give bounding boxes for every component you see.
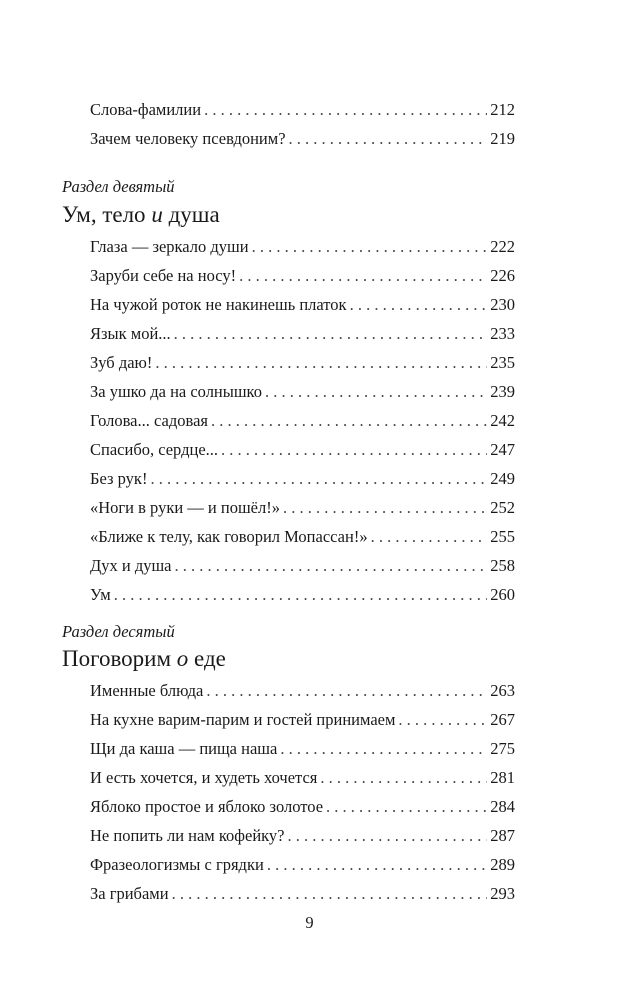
toc-entry[interactable] bbox=[90, 294, 515, 316]
toc-leader-dots bbox=[221, 439, 487, 461]
toc-entry-title: Щи да каша — пища наша bbox=[90, 739, 278, 758]
toc-leader-dots bbox=[252, 236, 488, 258]
toc-leader-dots bbox=[211, 410, 487, 432]
toc-leader-dots bbox=[174, 323, 488, 345]
toc-entry-page: 275 bbox=[490, 739, 515, 758]
toc-entry-page: 222 bbox=[490, 237, 515, 256]
section-title-part: душа bbox=[162, 202, 220, 227]
toc-leader-dots bbox=[280, 738, 487, 760]
toc-leader-dots bbox=[172, 883, 488, 905]
toc-entry[interactable] bbox=[90, 709, 515, 731]
section-title-italic: и bbox=[151, 202, 163, 227]
toc-entry-title: Спасибо, сердце... bbox=[90, 440, 219, 459]
toc-entry-page: 239 bbox=[490, 382, 515, 401]
toc-entry-title: Заруби себе на носу! bbox=[90, 266, 237, 285]
toc-entry[interactable] bbox=[90, 767, 515, 789]
toc-entry[interactable] bbox=[90, 825, 515, 847]
toc-entry[interactable] bbox=[90, 128, 515, 150]
toc-entry-title: Дух и душа bbox=[90, 556, 172, 575]
toc-entry-page: 255 bbox=[490, 527, 515, 546]
toc-entry-page: 247 bbox=[490, 440, 515, 459]
toc-leader-dots bbox=[326, 796, 487, 818]
section-label: Раздел девятый bbox=[62, 177, 175, 196]
toc-entry-title: Ум bbox=[90, 585, 111, 604]
toc-entry[interactable] bbox=[90, 352, 515, 374]
toc-entry-page: 281 bbox=[490, 768, 515, 787]
toc-entry-page: 230 bbox=[490, 295, 515, 314]
toc-entry-page: 233 bbox=[490, 324, 515, 343]
toc-leader-dots bbox=[398, 709, 487, 731]
section-title bbox=[62, 645, 226, 673]
toc-entry-page: 219 bbox=[490, 129, 515, 148]
toc-entry[interactable] bbox=[90, 381, 515, 403]
toc-entry-page: 260 bbox=[490, 585, 515, 604]
toc-entry[interactable] bbox=[90, 410, 515, 432]
toc-leader-dots bbox=[267, 854, 487, 876]
section-title bbox=[62, 201, 220, 229]
toc-entry-title: Зачем человеку псевдоним? bbox=[90, 129, 286, 148]
toc-entry[interactable] bbox=[90, 854, 515, 876]
toc-leader-dots bbox=[350, 294, 488, 316]
toc-entry-page: 263 bbox=[490, 681, 515, 700]
toc-leader-dots bbox=[288, 825, 488, 847]
toc-entry[interactable] bbox=[90, 497, 515, 519]
toc-entry-title: Слова-фамилии bbox=[90, 100, 202, 119]
toc-entry[interactable] bbox=[90, 323, 515, 345]
toc-entry-title: На чужой роток не накинешь платок bbox=[90, 295, 347, 314]
toc-entry-title: Без рук! bbox=[90, 469, 148, 488]
toc-leader-dots bbox=[283, 497, 487, 519]
toc-entry-title: Зуб даю! bbox=[90, 353, 153, 372]
toc-entry[interactable] bbox=[90, 555, 515, 577]
toc-entry-page: 252 bbox=[490, 498, 515, 517]
toc-entry-title: Фразеологизмы с грядки bbox=[90, 855, 264, 874]
toc-entry-page: 289 bbox=[490, 855, 515, 874]
toc-leader-dots bbox=[206, 680, 487, 702]
section-title-part: Поговорим bbox=[62, 646, 177, 671]
toc-leader-dots bbox=[371, 526, 488, 548]
toc-entry-title: Голова... садовая bbox=[90, 411, 208, 430]
toc-leader-dots bbox=[204, 99, 487, 121]
toc-entry-title: На кухне варим-парим и гостей принимаем bbox=[90, 710, 396, 729]
toc-entry-page: 258 bbox=[490, 556, 515, 575]
toc-entry[interactable] bbox=[90, 439, 515, 461]
section-title-part: еде bbox=[188, 646, 226, 671]
toc-entry[interactable] bbox=[90, 738, 515, 760]
toc-entry-page: 212 bbox=[490, 100, 515, 119]
toc-entry[interactable] bbox=[90, 796, 515, 818]
toc-entry-page: 287 bbox=[490, 826, 515, 845]
toc-entry[interactable] bbox=[90, 236, 515, 258]
toc-entry-title: Яблоко простое и яблоко золотое bbox=[90, 797, 324, 816]
toc-entry[interactable] bbox=[90, 680, 515, 702]
toc-leader-dots bbox=[239, 265, 487, 287]
section-label: Раздел десятый bbox=[62, 622, 175, 641]
toc-leader-dots bbox=[150, 468, 487, 490]
toc-entry-page: 235 bbox=[490, 353, 515, 372]
toc-leader-dots bbox=[265, 381, 487, 403]
toc-entry-title: И есть хочется, и худеть хочется bbox=[90, 768, 318, 787]
toc-entry-title: Именные блюда bbox=[90, 681, 204, 700]
toc-entry-title: «Ближе к телу, как говорил Мопассан!» bbox=[90, 527, 368, 546]
toc-entry-title: За ушко да на солнышко bbox=[90, 382, 262, 401]
toc-entry-page: 267 bbox=[490, 710, 515, 729]
toc-leader-dots bbox=[114, 584, 488, 606]
toc-entry[interactable] bbox=[90, 99, 515, 121]
section-title-italic: о bbox=[176, 646, 189, 671]
toc-entry-title: Глаза — зеркало души bbox=[90, 237, 249, 256]
toc-entry-title: За грибами bbox=[90, 884, 169, 903]
toc-entry-page: 293 bbox=[490, 884, 515, 903]
toc-leader-dots bbox=[320, 767, 487, 789]
toc-entry-title: Не попить ли нам кофейку? bbox=[90, 826, 285, 845]
page-number: 9 bbox=[305, 913, 314, 932]
toc-entry-page: 226 bbox=[490, 266, 515, 285]
toc-entry-title: «Ноги в руки — и пошёл!» bbox=[90, 498, 280, 517]
toc-leader-dots bbox=[175, 555, 488, 577]
toc-entry[interactable] bbox=[90, 584, 515, 606]
toc-entry[interactable] bbox=[90, 265, 515, 287]
toc-leader-dots bbox=[155, 352, 487, 374]
toc-entry-page: 284 bbox=[490, 797, 515, 816]
section-title-part: Ум, тело bbox=[62, 202, 152, 227]
toc-entry[interactable] bbox=[90, 883, 515, 905]
toc-entry-title: Язык мой... bbox=[90, 324, 171, 343]
toc-entry[interactable] bbox=[90, 468, 515, 490]
toc-entry-page: 249 bbox=[490, 469, 515, 488]
toc-entry[interactable] bbox=[90, 526, 515, 548]
toc-entry-page: 242 bbox=[490, 411, 515, 430]
toc-leader-dots bbox=[289, 128, 488, 150]
